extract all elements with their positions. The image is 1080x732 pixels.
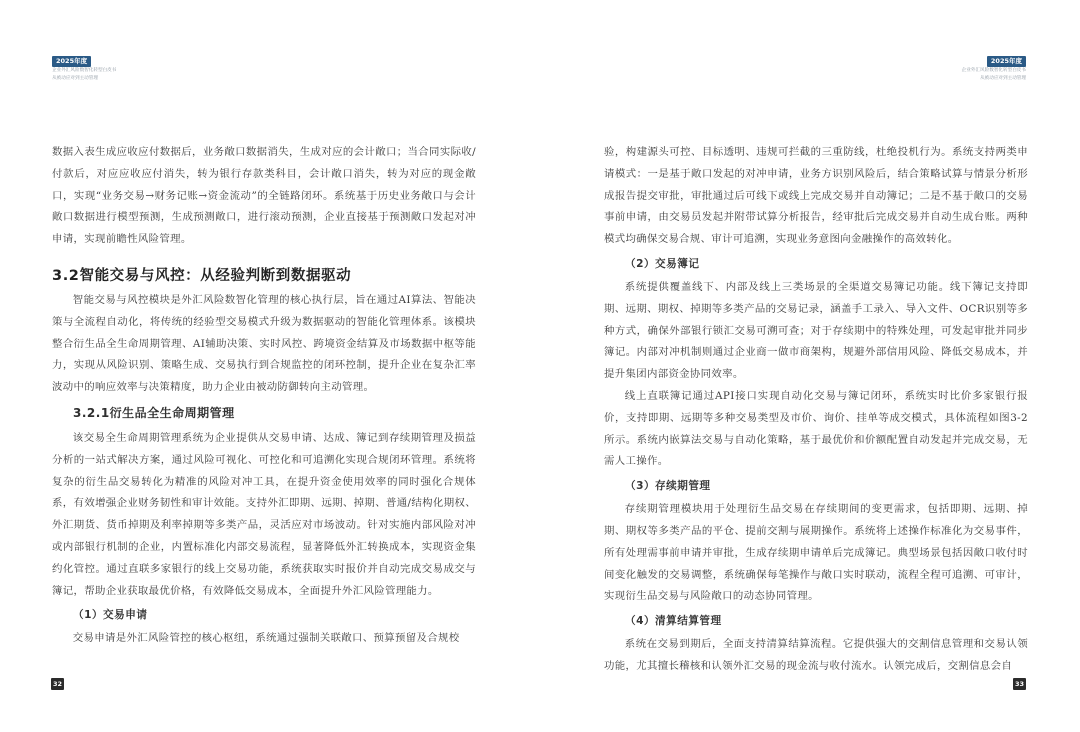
subsection-heading: 3.2.1衍生品全生命周期管理: [73, 405, 235, 420]
year-badge: 2025年度: [52, 56, 91, 67]
item-heading: （4）清算结算管理: [625, 615, 722, 628]
year-badge: 2025年度: [987, 56, 1026, 67]
paragraph: 交易申请是外汇风险管控的核心枢纽，系统通过强制关联敞口、预算预留及合规校: [72, 632, 460, 645]
item-heading: （2）交易簿记: [625, 257, 700, 270]
paragraph: 验，构建源头可控、目标透明、违规可拦截的三重防线，杜绝投机行为。系统支持两类申请模式：一是基于敞口发起的对冲申请，业务方识别风险后，结合策略试算与情景分析形成报告提交审批，审批通过后可线下或线上完成交易并自动簿记；二是不基于敞口的交易事前申请，由交易员发起并附带试算分析报告，经审批后完成交易并自动生成台账。两种模式均确保交易合规、审计可追溯，实现业务意图向金融操作的高效转化。: [604, 146, 1028, 246]
paragraph: 智能交易与风控模块是外汇风险数智化管理的核心执行层，旨在通过AI算法、智能决策与全流程自动化，将传统的经验型交易模式升级为数据驱动的智能化管理体系。该模块整合衍生品全生命周期管理、AI辅助决策、实时风控、跨境资金结算及市场数据中枢等能力，实现从风险识别、策略生成、交易执行到合规监控的闭环控制，提升企业在复杂汇率波动中的响应效率与决策精度，助力企业由被动防御转向主动管理。: [52, 293, 476, 394]
paragraph: 系统在交易到期后，全面支持清算结算流程。它提供强大的交割信息管理和交易认领功能，尤其擅长稽核和认领外汇交易的现金流与收付流水。认领完成后，交割信息会自: [604, 638, 1028, 672]
right-page: [540, 0, 1080, 732]
item-heading: （3）存续期管理: [625, 480, 711, 493]
item-heading: （1）交易申请: [73, 609, 148, 622]
paragraph: 系统提供覆盖线下、内部及线上三类场景的全渠道交易簿记功能。线下簿记支持即期、远期、期权、掉期等多类产品的交易记录，涵盖手工录入、导入文件、OCR识别等多种方式，确保外部银行锁汇交易可溯可查；对于存续期中的特殊处理，可发起审批并同步簿记。内部对冲机制则通过企业商一做市商架构，规避外部信用风险、降低交易成本，并提升集团内部资金协同效率。: [604, 280, 1028, 381]
paragraph: 数据入表生成应收应付数据后，业务敞口数据消失，生成对应的会计敞口；当合同实际收/付款后，对应应收应付消失，转为银行存款类科目，会计敞口消失，转为对应的现金敞口，实现“业务交易→财务记账→资金流动”的全链路闭环。系统基于历史业务敞口与会计敞口数据进行模型预测，生成预测敞口，进行滚动预测，企业直接基于预测敞口发起对冲申请，实现前瞻性风险管理。: [52, 146, 476, 246]
header-subtitle-line2: 从被动应对到主动管理: [52, 75, 98, 81]
paragraph: 存续期管理模块用于处理衍生品交易在存续期间的变更需求，包括即期、远期、掉期、期权等多类产品的平仓、提前交割与展期操作。系统将上述操作标准化为交易事件，所有处理需事前申请并审批，生成存续期申请单后完成簿记。典型场景包括因敞口收付时间变化触发的交易调整，系统确保每笔操作与敞口实时联动，流程全程可追溯、可审计，实现衍生品交易与风险敞口的动态协同管理。: [604, 503, 1028, 603]
right-page-body: [604, 142, 1028, 678]
running-header-left: [52, 48, 116, 82]
section-heading: 3.2智能交易与风控：从经验判断到数据驱动: [52, 267, 352, 284]
paragraph: 该交易全生命周期管理系统为企业提供从交易申请、达成、簿记到存续期管理及损益分析的一站式解决方案，通过风险可视化、可控化和可追溯化实现合规闭环管理。系统将复杂的衍生品交易转化为精准的风险对冲工具，在提升资金使用效率的同时强化合规体系，有效增强企业财务韧性和审计效能。支持外汇即期、远期、掉期、普通/结构化期权、外汇期货、货币掉期及利率掉期等多类产品，灵活应对市场波动。针对实施内部风险对冲或内部银行机制的企业，内置标准化内部交易流程，显著降低外汇转换成本，实现资金集约化管控。通过直联多家银行的线上交易功能，系统获取实时报价并自动完成交易成交与簿记，帮助企业获取最优价格，有效降低交易成本，全面提升外汇风险管理能力。: [52, 431, 476, 597]
paragraph: 线上直联簿记通过API接口实现自动化交易与簿记闭环，系统实时比价多家银行报价，支持即期、远期等多种交易类型及市价、询价、挂单等成交模式，具体流程如图3-2所示。系统内嵌算法交易与自动化策略，基于最优价和价额配置自动发起并完成交易，无需人工操作。: [604, 389, 1028, 468]
header-subtitle-line1: 企业外汇风险数智化转型白皮书: [52, 68, 117, 73]
running-header-right: [962, 48, 1026, 82]
header-subtitle-line1: 企业外汇风险数智化转型白皮书: [961, 68, 1026, 73]
left-page-body: [52, 142, 476, 650]
page-number: 33: [1014, 680, 1025, 688]
page-number: 32: [52, 680, 63, 688]
header-subtitle-line2: 从被动应对到主动管理: [980, 75, 1026, 81]
